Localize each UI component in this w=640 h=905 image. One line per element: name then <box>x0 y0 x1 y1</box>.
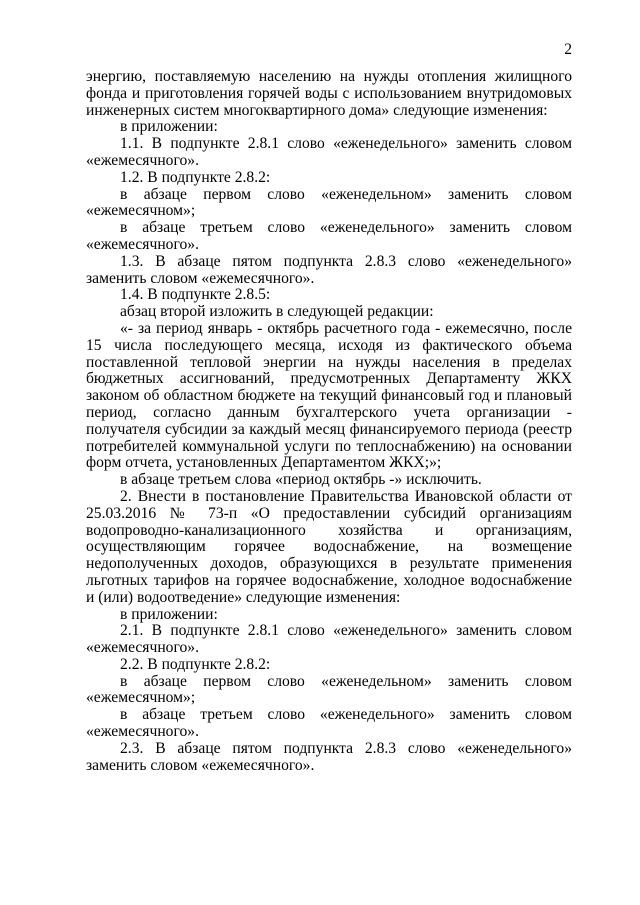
paragraph: в абзаце первом слово «еженедельном» заменить словом «ежемесячном»; <box>86 185 572 220</box>
paragraph: «- за период январь - октябрь расчетного года - ежемесячно, после 15 числа последующего месяца, исходя из фактического объема поставленной тепловой энергии на нужды населения в пределах бюджетных ассигнований, предусмотренных Департаменту ЖКХ законом об областном бюджете на текущий финансовый год и плановый период, согласно данным бухгалтерского учета организации - получателя субсидии за каждый месяц финансируемого периода (реестр потребителей коммунальной услуги по теплоснабжению) на основании форм отчета, установленных Департаментом ЖКХ;»; <box>86 319 572 472</box>
paragraph: в приложении: <box>120 605 218 623</box>
paragraph: энергию, поставляемую населению на нужды отопления жилищного фонда и приготовления горячей воды с использованием внутридомовых инженерных систем многоквартирного дома» следующие изменения: <box>86 68 572 119</box>
paragraph: 2. Внести в постановление Правительства Ивановской области от 25.03.2016 № 73-п «О предоставлении субсидий организациям водопроводно-канализационного хозяйства и организациям, осуществляющим горячее водоснабжение, на возмещение недополученных доходов, образующихся в результате применения льготных тарифов на горячее водоснабжение, холодное водоснабжение и (или) водоотведение» следующие изменения: <box>86 487 572 606</box>
paragraph: 1.2. В подпункте 2.8.2: <box>120 168 271 186</box>
paragraph: в абзаце третьем слова «период октябрь -» исключить. <box>120 471 482 489</box>
paragraph: в абзаце третьем слово «еженедельного» заменить словом «ежемесячного». <box>86 706 572 741</box>
paragraph: в абзаце третьем слово «еженедельного» заменить словом «ежемесячного». <box>86 219 572 253</box>
paragraph: 2.3. В абзаце пятом подпункта 2.8.3 слово «еженедельного» заменить словом «ежемесячного». <box>86 739 572 774</box>
paragraph: в абзаце первом слово «еженедельном» заменить словом «ежемесячном»; <box>86 672 572 707</box>
paragraph: 2.2. В подпункте 2.8.2: <box>120 655 271 673</box>
paragraph: 2.1. В подпункте 2.8.1 слово «еженедельного» заменить словом «ежемесячного». <box>86 622 572 657</box>
paragraph: в приложении: <box>120 118 218 136</box>
paragraph: 1.3. В абзаце пятом подпункта 2.8.3 слово «еженедельного» заменить словом «ежемесячного». <box>86 252 572 287</box>
paragraph: 1.4. В подпункте 2.8.5: <box>120 286 271 304</box>
document-body <box>86 69 572 774</box>
paragraph: 1.1. В подпункте 2.8.1 слово «еженедельного» заменить словом «ежемесячного». <box>86 135 572 169</box>
paragraph: абзац второй изложить в следующей редакции: <box>120 303 434 321</box>
page-number: 2 <box>564 41 572 58</box>
